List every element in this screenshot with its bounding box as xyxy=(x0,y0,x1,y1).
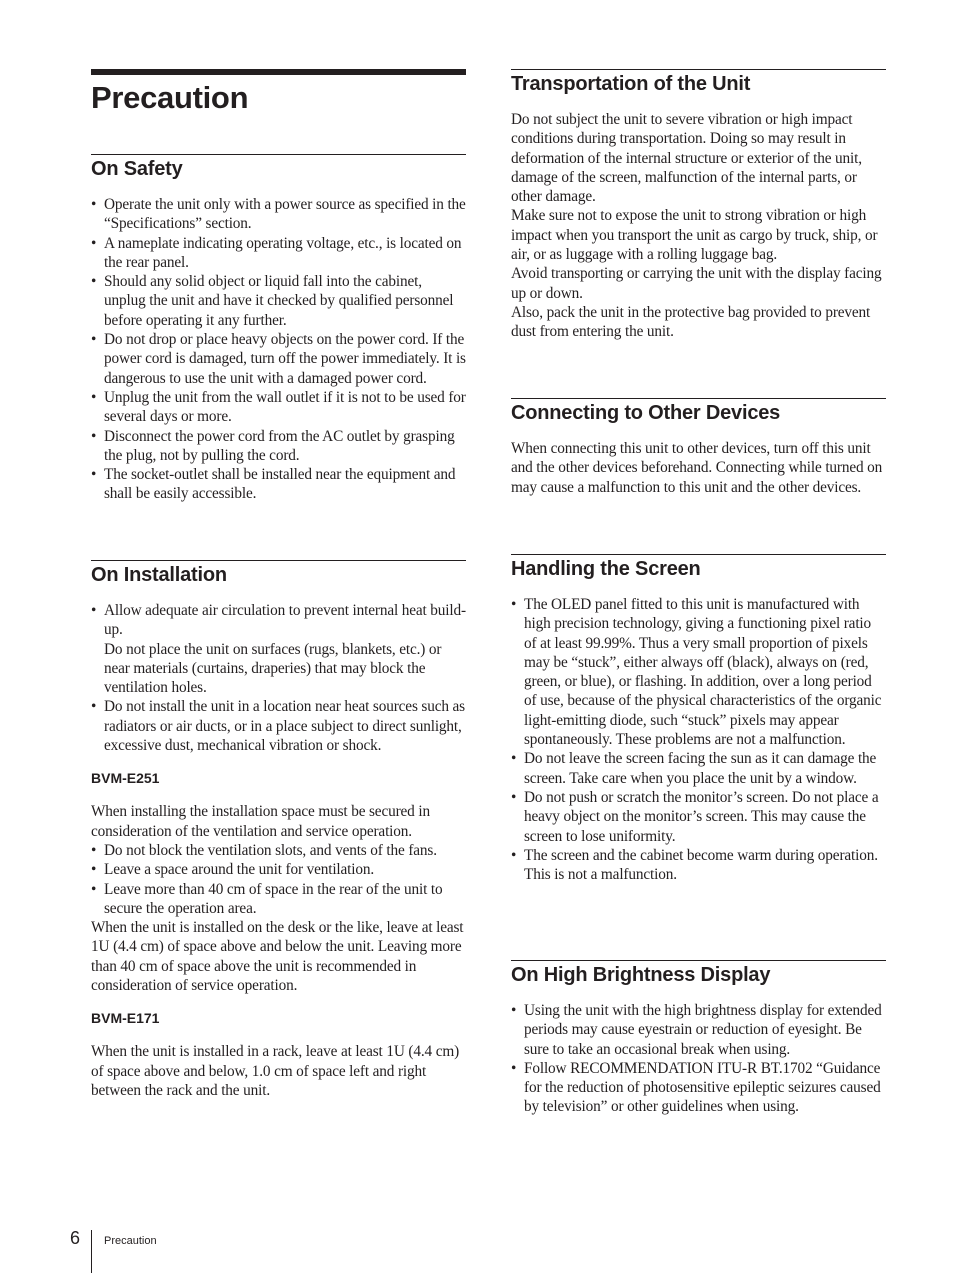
list-item: • Do not leave the screen facing the sun as it can damage the screen. Take care when you place the unit by a window. xyxy=(511,749,886,788)
list-item-text: • Allow adequate air circulation to prevent internal heat build-up. xyxy=(104,602,466,639)
list-item-text: Do not place the unit on surfaces (rugs, blankets, etc.) or near materials (curtains, draperies) that may block the ventilation holes. xyxy=(104,640,442,697)
section-high-brightness xyxy=(511,960,886,1117)
section-connecting xyxy=(511,398,886,497)
list-item: • Do not install the unit in a location near heat sources such as radiators or air ducts, or in a place subject to direct sunlight, excessive dust, mechanical vibration or shock. xyxy=(91,697,466,755)
list-item: • Should any solid object or liquid fall into the cabinet, unplug the unit and have it checked by qualified personnel before operating it any further. xyxy=(91,272,466,330)
list-item: • Do not block the ventilation slots, and vents of the fans. xyxy=(91,841,466,860)
section-transportation xyxy=(511,69,886,342)
page-number: 6 xyxy=(70,1228,81,1248)
list-item: • Leave more than 40 cm of space in the rear of the unit to secure the operation area. xyxy=(91,880,466,919)
list-item: • The socket-outlet shall be installed near the equipment and shall be easily accessible. xyxy=(91,465,466,504)
list-item: • The OLED panel fitted to this unit is manufactured with high precision technology, giving a functioning pixel ratio of at least 99.99%. Thus a very small proportion of pixels may be “stuck”, either always off (black), always on (red, green, or blue), or flashing. In addition, over a long period of use, because of the physical characteristics of the organic light-emitting diode, such “stuck” pixels may appear spontaneously. These problems are not a malfunction. xyxy=(511,595,886,749)
section-heading: On Installation xyxy=(91,560,466,587)
installation-list xyxy=(91,601,466,755)
screen-list xyxy=(511,595,886,884)
footer-section-label: Precaution xyxy=(104,1235,157,1247)
list-item: • Do not drop or place heavy objects on the power cord. If the power cord is damaged, turn off the power immediately. It is dangerous to use the unit with a damaged power cord. xyxy=(91,330,466,388)
section-heading: Handling the Screen xyxy=(511,554,886,581)
list-item: • Unplug the unit from the wall outlet if it is not to be used for several days or more. xyxy=(91,388,466,427)
list-item: • Using the unit with the high brightness display for extended periods may cause eyestrain or reduction of eyesight. Be sure to take an occasional break when using. xyxy=(511,1001,886,1059)
model-heading-bvm-e251: BVM-E251 xyxy=(91,770,160,787)
paragraph: Make sure not to expose the unit to strong vibration or high impact when you transport the unit as cargo by truck, ship, or air, or as luggage with a rolling luggage bag. xyxy=(511,207,878,264)
section-heading: Transportation of the Unit xyxy=(511,69,886,96)
paragraph: When installing the installation space must be secured in consideration of the ventilation and service operation. xyxy=(91,803,430,840)
model-heading-bvm-e171: BVM-E171 xyxy=(91,1010,160,1027)
section-on-installation xyxy=(91,560,466,1100)
paragraph: When the unit is installed in a rack, leave at least 1U (4.4 cm) of space above and below, 1.0 cm of space left and right between the rack and the unit. xyxy=(91,1043,460,1099)
footer-divider xyxy=(91,1230,92,1273)
list-item: • Leave a space around the unit for ventilation. xyxy=(91,860,466,879)
title-rule xyxy=(91,69,466,75)
paragraph: When the unit is installed on the desk or the like, leave at least 1U (4.4 cm) of space above and below the unit. Leaving more than 40 cm of space above the unit is recommended in consideration of service operation. xyxy=(91,919,464,995)
section-heading: On Safety xyxy=(91,154,466,181)
connecting-text xyxy=(511,439,886,497)
list-item: • Disconnect the power cord from the AC outlet by grasping the plug, not by pulling the cord. xyxy=(91,427,466,466)
list-item: • Follow RECOMMENDATION ITU-R BT.1702 “Guidance for the reduction of photosensitive epileptic seizures caused by television” or other guidelines when using. xyxy=(511,1059,886,1117)
paragraph: Avoid transporting or carrying the unit with the display facing up or down. xyxy=(511,265,882,302)
brightness-list xyxy=(511,1001,886,1117)
e171-block xyxy=(91,1042,466,1100)
section-heading: On High Brightness Display xyxy=(511,960,886,987)
list-item xyxy=(91,601,466,697)
section-heading: Connecting to Other Devices xyxy=(511,398,886,425)
paragraph: Also, pack the unit in the protective bag provided to prevent dust from entering the unit. xyxy=(511,303,871,341)
e251-list xyxy=(91,841,466,918)
safety-list xyxy=(91,195,466,504)
page-title: Precaution xyxy=(91,80,249,115)
transport-text xyxy=(511,110,886,342)
list-item: • A nameplate indicating operating voltage, etc., is located on the rear panel. xyxy=(91,234,466,273)
paragraph: Do not subject the unit to severe vibration or high impact conditions during transportation. Doing so may result in deformation of the internal structure or exterior of the unit, damage of the screen, malfunction of the internal parts, or other damage. xyxy=(511,111,862,206)
list-item: • Operate the unit only with a power source as specified in the “Specifications” section. xyxy=(91,195,466,234)
section-handling-screen xyxy=(511,554,886,884)
section-on-safety xyxy=(91,154,466,504)
list-item: • Do not push or scratch the monitor’s screen. Do not place a heavy object on the monitor’s screen. This may cause the screen to lose uniformity. xyxy=(511,788,886,846)
paragraph: When connecting this unit to other devices, turn off this unit and the other devices beforehand. Connecting while turned on may cause a malfunction to this unit and the other devices. xyxy=(511,440,883,496)
list-item: • The screen and the cabinet become warm during operation. This is not a malfunction. xyxy=(511,846,886,885)
e251-block xyxy=(91,802,466,995)
